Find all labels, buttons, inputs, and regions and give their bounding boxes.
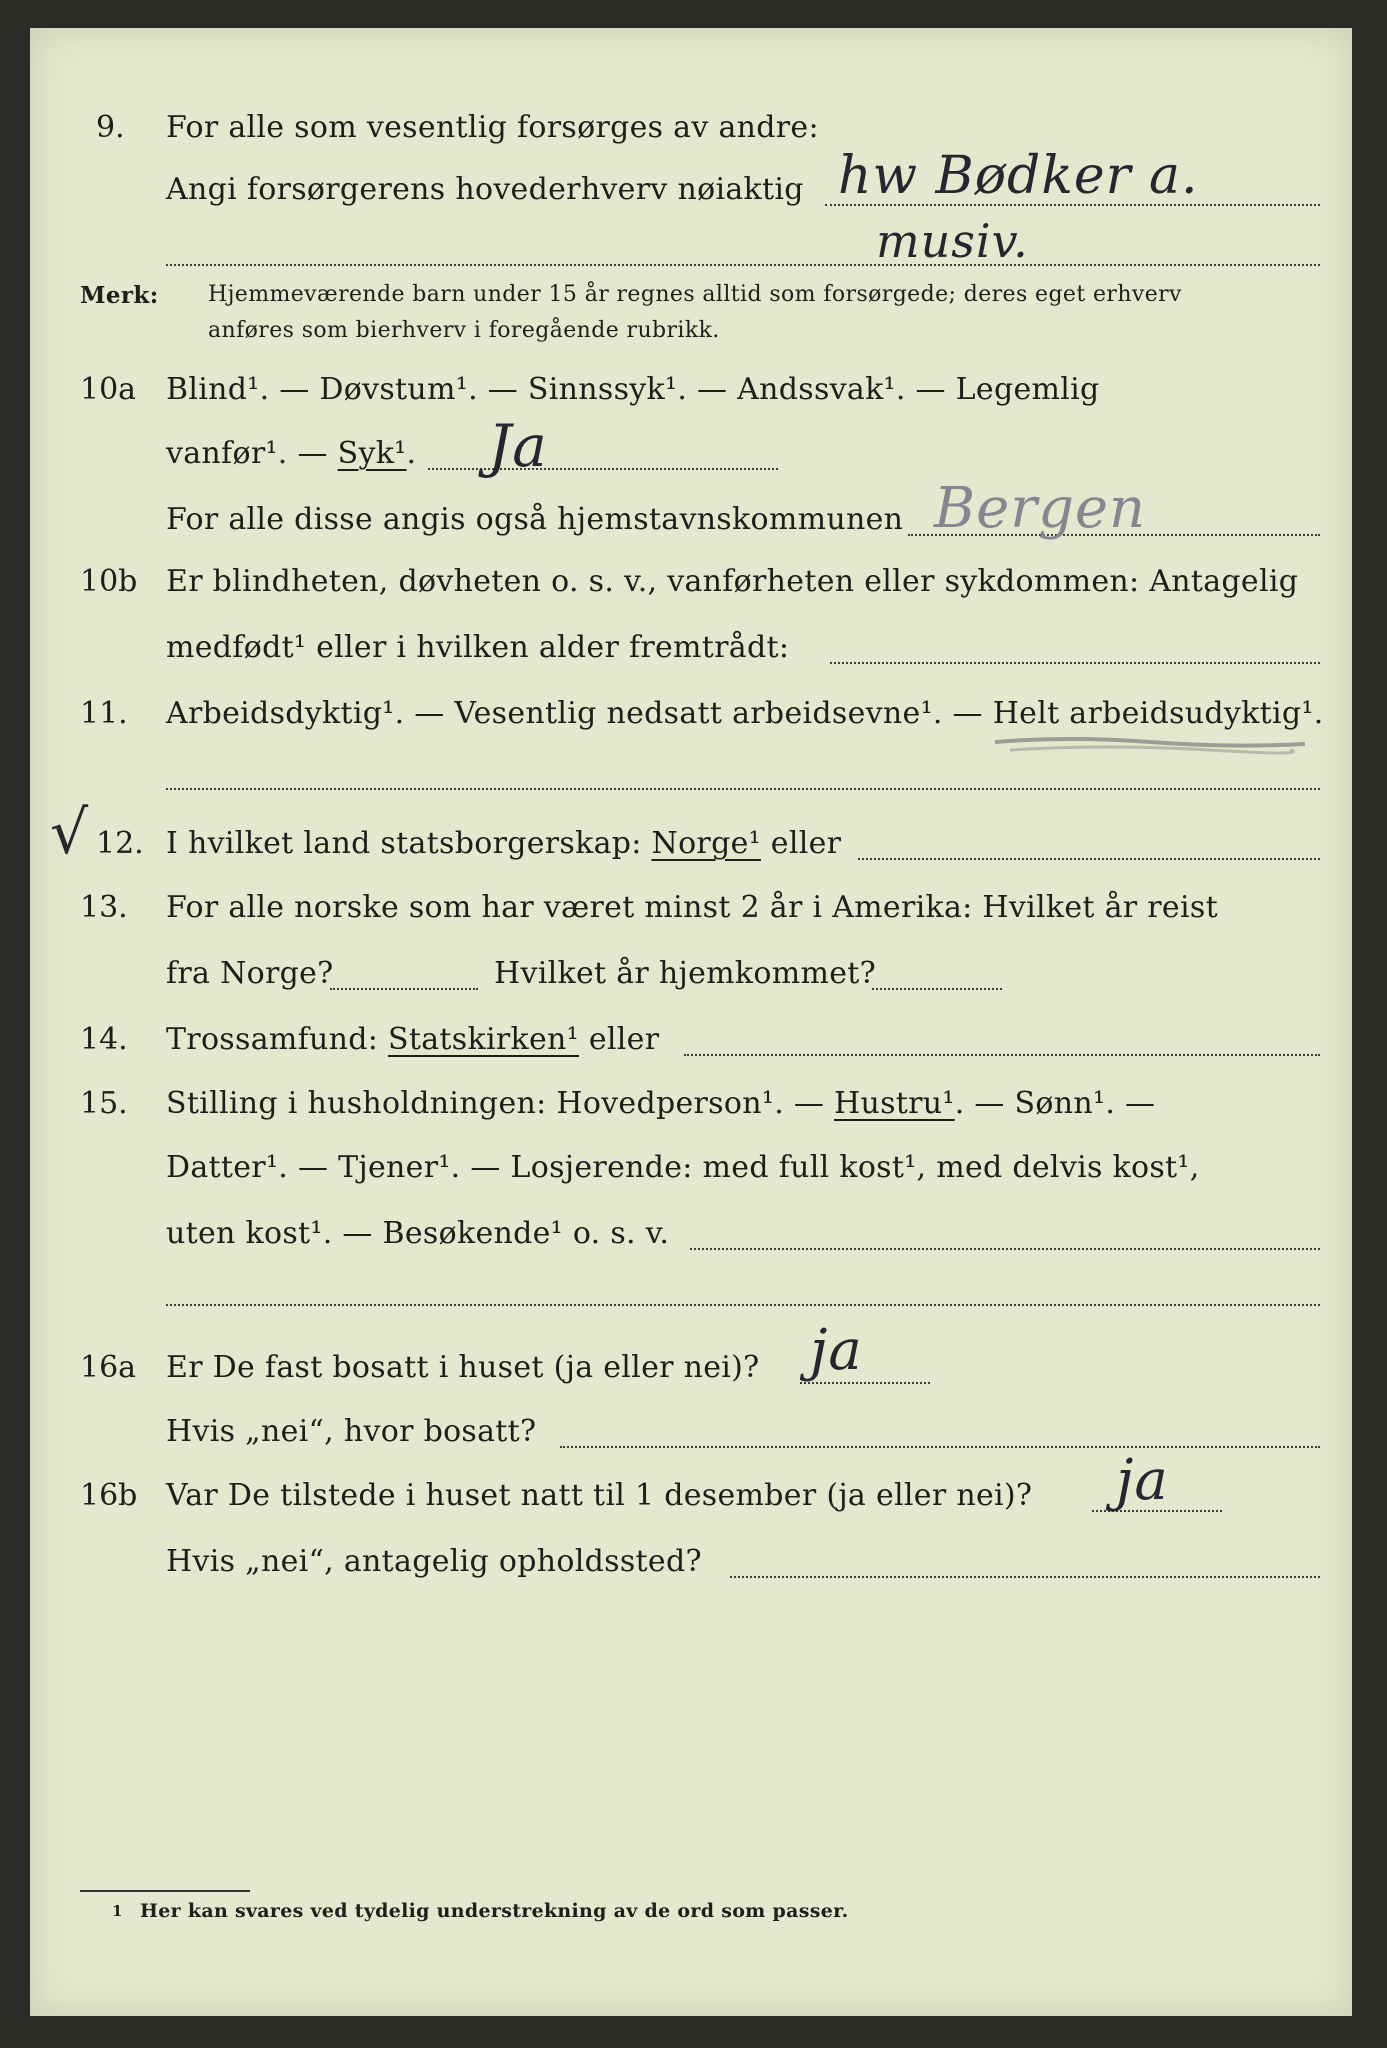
row-10a-syk-answer-line bbox=[428, 468, 778, 470]
row-16b-question-line1: Var De tilstede i huset natt til 1 desember (ja eller nei)? bbox=[166, 1478, 1033, 1513]
row-9-question-line1: For alle som vesentlig forsørges av andre: bbox=[166, 110, 819, 145]
row-15-answer-line1 bbox=[690, 1248, 1320, 1250]
row-14-number: 14. bbox=[80, 1022, 128, 1057]
row-15-answer-line2 bbox=[166, 1304, 1320, 1306]
census-form-page bbox=[30, 28, 1352, 2016]
row-13-reist-answer-line bbox=[330, 988, 478, 990]
row-10a-question-line2 bbox=[166, 436, 416, 471]
row-16a-bosatt-answer-line bbox=[560, 1446, 1320, 1448]
row-14-trossamfund-text: Trossamfund: bbox=[166, 1022, 389, 1057]
row-15-question-line2: Datter¹. — Tjener¹. — Losjerende: med full kost¹, med delvis kost¹, bbox=[166, 1150, 1200, 1185]
row-16b-handwritten-answer: ja bbox=[1116, 1448, 1169, 1513]
row-13-question-line1: For alle norske som har været minst 2 år i Amerika: Hvilket år reist bbox=[166, 890, 1218, 925]
row-10a-handwritten-answer2: Bergen bbox=[934, 476, 1147, 541]
row-15-question-line3: uten kost¹. — Besøkende¹ o. s. v. bbox=[166, 1216, 670, 1251]
row-12-number: 12. bbox=[96, 826, 144, 861]
row-15-hustru-underlined: Hustru¹ bbox=[834, 1086, 955, 1121]
row-16b-number: 16b bbox=[80, 1478, 138, 1513]
row-9-handwritten-answer1: hw Bødker a. bbox=[838, 146, 1199, 206]
row-10b-number: 10b bbox=[80, 564, 138, 599]
row-12-question bbox=[166, 826, 841, 861]
row-14-answer-line bbox=[684, 1054, 1320, 1056]
row-9-handwritten-answer2: musiv. bbox=[876, 214, 1029, 268]
row-10a-syk-underlined: Syk¹ bbox=[337, 436, 407, 471]
row-13-hjemkommet: Hvilket år hjemkommet? bbox=[494, 956, 877, 991]
row-10a-handwritten-answer1: Ja bbox=[488, 412, 548, 480]
row-15-question-line1 bbox=[166, 1086, 1155, 1121]
merk-text-line1: Hjemmeværende barn under 15 år regnes alltid som forsørgede; deres eget erhverv bbox=[208, 282, 1182, 307]
row-10a-line2-post: . bbox=[406, 436, 417, 471]
row-16b-question-line2: Hvis „nei“, antagelig opholdssted? bbox=[166, 1544, 702, 1579]
row-15-line1-post: . — Sønn¹. — bbox=[954, 1086, 1156, 1121]
row-11-question: Arbeidsdyktig¹. — Vesentlig nedsatt arbeidsevne¹. — Helt arbeidsudyktig¹. bbox=[166, 696, 1324, 731]
row-12-question-text: I hvilket land statsborgerskap: bbox=[166, 826, 652, 861]
row-11-pencil-underline bbox=[990, 728, 1310, 758]
row-12-answer-line bbox=[858, 858, 1320, 860]
row-9-question-line2: Angi forsørgerens hovederhverv nøiaktig bbox=[166, 172, 804, 207]
row-9-number: 9. bbox=[96, 110, 125, 145]
row-15-number: 15. bbox=[80, 1086, 128, 1121]
row-16b-opholdssted-answer-line bbox=[730, 1576, 1320, 1578]
footnote-text: Her kan svares ved tydelig understrekning av de ord som passer. bbox=[140, 1900, 849, 1922]
row-10b-question-line2: medfødt¹ eller i hvilken alder fremtrådt: bbox=[166, 630, 790, 665]
row-12-eller-text: eller bbox=[760, 826, 842, 861]
row-11-answer-line bbox=[166, 788, 1320, 790]
row-10b-answer-line bbox=[830, 662, 1320, 664]
row-10a-question-line1: Blind¹. — Døvstum¹. — Sinnssyk¹. — Andssvak¹. — Legemlig bbox=[166, 372, 1100, 407]
footnote-rule bbox=[80, 1890, 250, 1892]
row-10a-vanfor-text: vanfør¹. — bbox=[166, 436, 338, 471]
row-15-line1-text: Stilling i husholdningen: Hovedperson¹. — bbox=[166, 1086, 834, 1121]
row-13-fra-norge: fra Norge? bbox=[166, 956, 334, 991]
row-13-hjemkommet-answer-line bbox=[872, 988, 1002, 990]
merk-label: Merk: bbox=[80, 282, 159, 309]
row-14-eller-text: eller bbox=[578, 1022, 660, 1057]
row-12-norge-underlined: Norge¹ bbox=[651, 826, 761, 861]
row-10b-question-line1: Er blindheten, døvheten o. s. v., vanførheten eller sykdommen: Antagelig bbox=[166, 564, 1299, 599]
row-16a-question-line2: Hvis „nei“, hvor bosatt? bbox=[166, 1414, 537, 1449]
merk-text-line2: anføres som bierhverv i foregående rubrikk. bbox=[208, 318, 720, 343]
row-13-number: 13. bbox=[80, 890, 128, 925]
row-10a-number: 10a bbox=[80, 372, 137, 407]
row-16a-handwritten-answer: ja bbox=[810, 1318, 863, 1383]
row-14-statskirken-underlined: Statskirken¹ bbox=[388, 1022, 579, 1057]
row-14-question bbox=[166, 1022, 659, 1057]
footnote-mark: 1 bbox=[112, 1902, 123, 1920]
row-10a-question-line3: For alle disse angis også hjemstavnskommunen bbox=[166, 502, 904, 537]
row-9-answer-line2 bbox=[166, 264, 1320, 266]
row-12-check-mark: √ bbox=[50, 798, 90, 868]
row-16a-number: 16a bbox=[80, 1350, 137, 1385]
row-16a-question-line1: Er De fast bosatt i huset (ja eller nei)? bbox=[166, 1350, 760, 1385]
row-11-number: 11. bbox=[80, 696, 128, 731]
